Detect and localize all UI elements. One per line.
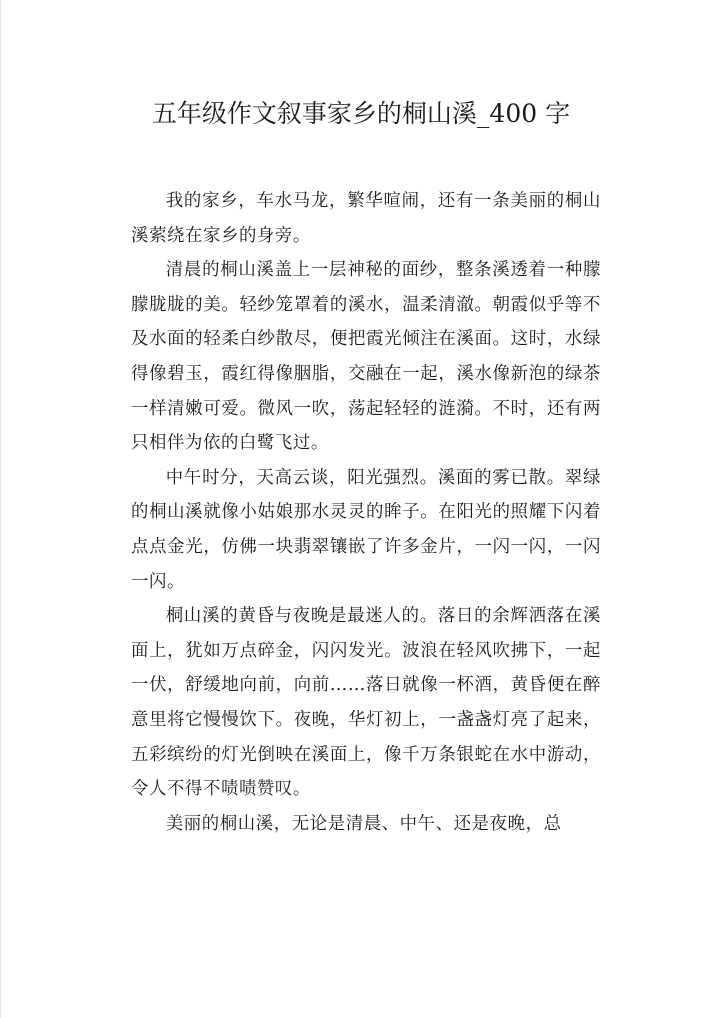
paragraph-4: 桐山溪的黄昏与夜晚是最迷人的。落日的余辉洒落在溪面上，犹如万点碎金，闪闪发光。波浪在轻风吹拂下，一起一伏，舒缓地向前，向前……落日就像一杯酒，黄昏便在醉意里将它慢慢饮下。夜晚，华灯初上，一盏盏灯亮了起来，五彩缤纷的灯光倒映在溪面上，像千万条银蛇在水中游动，令人不得不啧啧赞叹。 bbox=[131, 606, 601, 800]
paragraph-2: 清晨的桐山溪盖上一层神秘的面纱，整条溪透着一种朦朦胧胧的美。轻纱笼罩着的溪水，温柔清澈。朝霞似乎等不及水面的轻柔白纱散尽，便把霞光倾注在溪面。这时，水绿得像碧玉，霞红得像胭脂，交融在一起，溪水像新泡的绿茶一样清嫩可爱。微风一吹，荡起轻轻的涟漪。不时，还有两只相伴为依的白鹭飞过。 bbox=[131, 260, 601, 454]
paragraph-1: 我的家乡，车水马龙，繁华喧闹，还有一条美丽的桐山溪萦绕在家乡的身旁。 bbox=[131, 191, 601, 246]
paragraph-3: 中午时分，天高云谈，阳光强烈。溪面的雾已散。翠绿的桐山溪就像小姑娘那水灵灵的眸子。在阳光的照耀下闪着点点金光，仿佛一块翡翠镶嵌了许多金片，一闪一闪，一闪一闪。 bbox=[131, 467, 601, 592]
document-title: 五年级作文叙事家乡的桐山溪_400 字 bbox=[151, 99, 571, 128]
paragraph-5: 美丽的桐山溪，无论是清晨、中午、还是夜晚，总 bbox=[165, 813, 562, 834]
document-body bbox=[131, 184, 601, 841]
